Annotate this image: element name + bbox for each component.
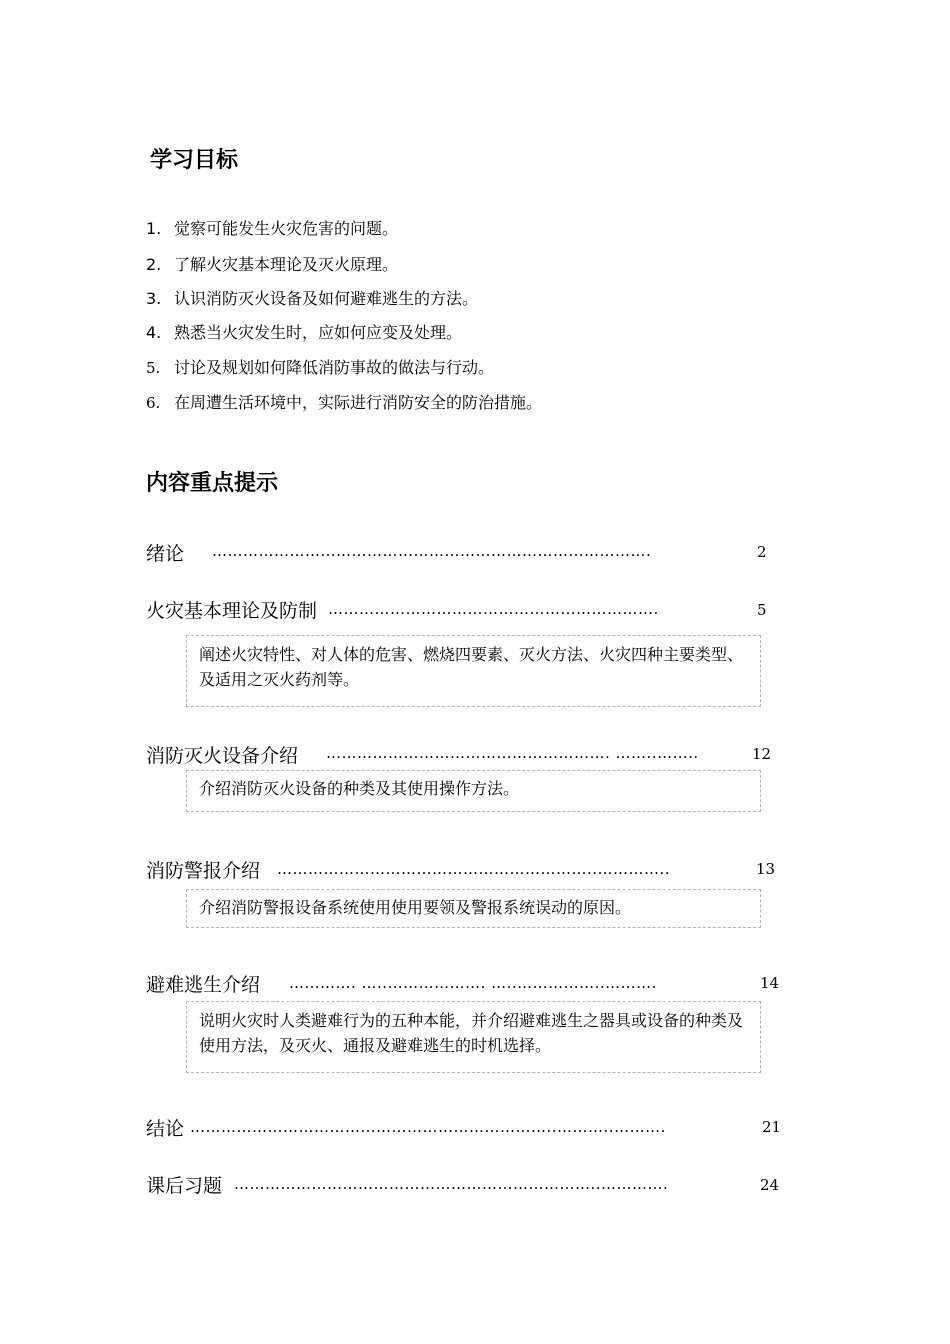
toc-page-number: 13 [756,860,776,878]
toc-page-number: 2 [757,543,767,561]
goal-number: 4. [146,323,162,342]
learning-goals-heading: 学习目标 [150,148,239,173]
toc-leader-dots: ……………………………………………………………..………..………. [190,1118,666,1136]
toc-entry-title: 火灾基本理论及防制 [146,600,318,622]
goal-text: 认识消防灭火设备及如何避难逃生的方法。 [174,289,479,308]
contents-heading: 内容重点提示 [146,471,279,496]
goal-item [146,216,398,239]
toc-leader-dots: …………………………………………………………………………. [212,542,652,560]
goal-number: 6. [146,394,161,412]
toc-page-number: 21 [762,1118,782,1136]
goal-item [146,355,494,378]
toc-entry-title: 绪论 [146,543,185,565]
toc-entry-description: 介绍消防警报设备系统使用使用要领及警报系统误动的原因。 [186,889,761,928]
goal-item [146,320,462,343]
goal-number: 1. [146,219,162,238]
toc-entry-title: 结论 [146,1118,185,1140]
toc-page-number: 5 [757,601,767,619]
goal-item [146,252,398,275]
toc-page-number: 14 [760,974,780,992]
goal-number: 2. [146,255,162,274]
goal-text: 熟悉当火灾发生时，应如何应变及处理。 [174,323,463,342]
toc-entry-description: 阐述火灾特性、对人体的危害、燃烧四要素、灭火方法、火灾四种主要类型、及适用之灭火药剂等。 [186,635,761,707]
toc-entry-description: 介绍消防灭火设备的种类及其使用操作方法。 [186,770,761,812]
toc-page-number: 12 [752,745,772,763]
toc-leader-dots: ………………………………………………. ……..…….. [326,744,699,762]
goal-text: 觉察可能发生火灾危害的问题。 [174,219,399,238]
goal-text: 了解火灾基本理论及灭火原理。 [174,255,399,274]
goal-number: 5. [146,359,161,377]
goal-item [146,286,478,309]
toc-page-number: 24 [760,1176,780,1194]
goal-text: 在周遭生活环境中，实际进行消防安全的防治措施。 [174,393,543,412]
toc-leader-dots: …………. …..………………. …..……………..………. [289,974,657,992]
toc-entry-description: 说明火灾时人类避难行为的五种本能，并介绍避难逃生之器具或设备的种类及使用方法，及灭火、通报及避难逃生的时机选择。 [186,1001,761,1073]
toc-entry-title: 消防警报介绍 [146,860,261,882]
goal-item [146,390,542,413]
toc-entry-title: 课后习题 [146,1175,223,1197]
toc-leader-dots: ……………………………………………………..………….. [277,860,671,878]
goal-text: 讨论及规划如何降低消防事故的做法与行动。 [174,358,495,377]
toc-entry-title: 避难逃生介绍 [146,974,261,996]
toc-entry-title: 消防灭火设备介绍 [146,745,299,767]
goal-number: 3. [146,289,162,308]
toc-leader-dots: ………………………………………………………. [328,600,659,618]
toc-leader-dots: ……………………………………………………………..…………. [234,1175,669,1193]
